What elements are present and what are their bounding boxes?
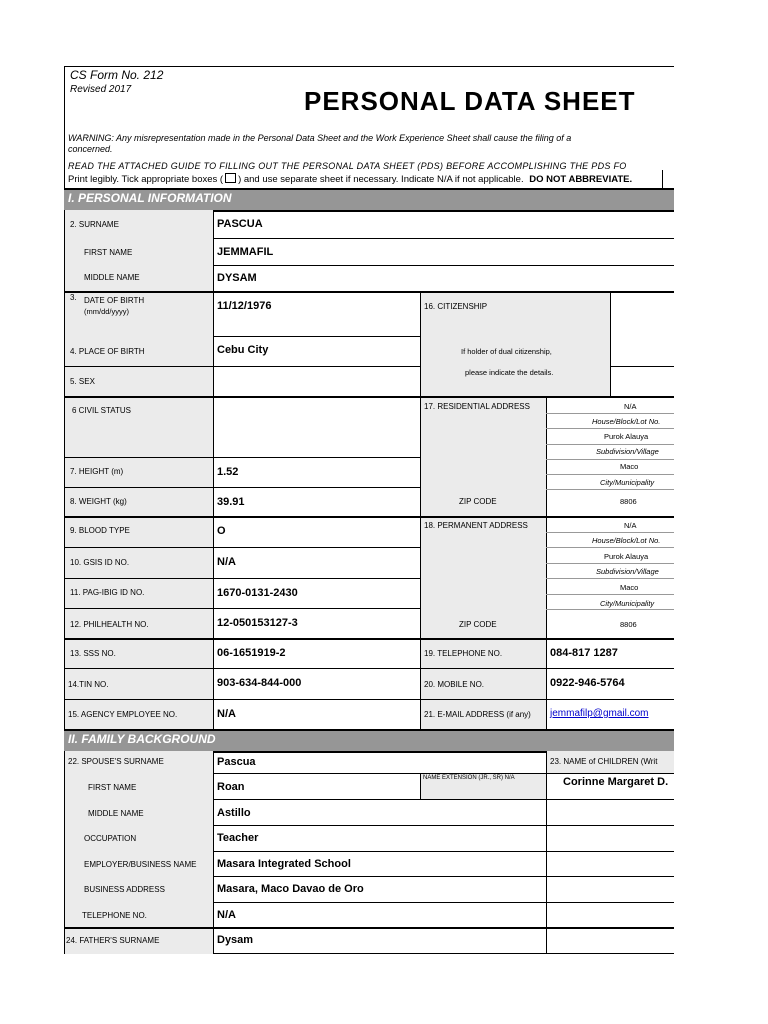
- sss-value[interactable]: 06-1651919-2: [217, 647, 286, 659]
- row-line: [610, 366, 674, 367]
- fam-row-line: [213, 876, 674, 877]
- first-name-label: FIRST NAME: [84, 248, 133, 257]
- surname-value[interactable]: PASCUA: [217, 218, 263, 230]
- addr-line: [546, 489, 674, 490]
- row-line: [64, 516, 674, 518]
- addr-line: [546, 594, 674, 595]
- email-link[interactable]: jemmafilp@gmail.com: [550, 708, 649, 719]
- agency-value[interactable]: N/A: [217, 708, 236, 720]
- fam-col-divider-3: [420, 773, 421, 799]
- permanent-address-label: 18. PERMANENT ADDRESS: [424, 521, 528, 530]
- perm-zip-value[interactable]: 8806: [620, 620, 637, 629]
- section-title-personal: I. PERSONAL INFORMATION: [68, 191, 232, 205]
- no-abbrev: DO NOT ABBREVIATE.: [529, 174, 633, 185]
- occupation-label: OCCUPATION: [84, 834, 137, 843]
- res-city-label: City/Municipality: [600, 478, 655, 487]
- surname-label: 2. SURNAME: [70, 220, 119, 229]
- perm-house-value[interactable]: N/A: [624, 521, 637, 530]
- employer-label: EMPLOYER/BUSINESS NAME: [84, 860, 197, 869]
- addr-line: [546, 474, 674, 475]
- family-label-column-bg: [65, 751, 213, 954]
- dob-number: 3.: [70, 293, 77, 302]
- spouse-first-label: FIRST NAME: [88, 783, 137, 792]
- addr-line: [546, 609, 674, 610]
- top-border: [64, 66, 674, 67]
- pob-label: 4. PLACE OF BIRTH: [70, 347, 145, 356]
- col-divider-2: [420, 292, 421, 730]
- dual-citizen-note: If holder of dual citizenship,: [461, 347, 552, 356]
- occupation-value[interactable]: Teacher: [217, 832, 259, 844]
- row-line: [64, 608, 420, 609]
- blood-type-label: 9. BLOOD TYPE: [70, 526, 130, 535]
- row-line: [213, 336, 420, 337]
- father-surname-label: 24. FATHER'S SURNAME: [66, 936, 160, 945]
- civil-status-label: 6 CIVIL STATUS: [72, 406, 131, 415]
- row-line: [213, 238, 674, 239]
- fam-row-line: [213, 902, 674, 903]
- sex-label: 5. SEX: [70, 377, 95, 386]
- res-house-label: House/Block/Lot No.: [592, 417, 661, 426]
- address-label-bg: [420, 397, 546, 639]
- print-instr-b: ) and use separate sheet if necessary. Indicate N/A if not applicable.: [238, 174, 524, 185]
- checkbox-sample-icon: [225, 173, 236, 183]
- residential-address-label: 17. RESIDENTIAL ADDRESS: [424, 402, 530, 411]
- father-surname-value[interactable]: Dysam: [217, 934, 254, 946]
- fam-row-line: [213, 825, 674, 826]
- row-line: [213, 265, 674, 266]
- spouse-surname-value[interactable]: Pascua: [217, 756, 256, 768]
- res-zip-value[interactable]: 8806: [620, 497, 637, 506]
- read-guide-text: READ THE ATTACHED GUIDE TO FILLING OUT THE PERSONAL DATA SHEET (PDS) BEFORE ACCOMPLISHING THE PDS FO: [68, 161, 627, 171]
- first-name-value[interactable]: JEMMAFIL: [217, 246, 274, 258]
- print-instructions: [68, 173, 632, 185]
- philhealth-label: 12. PHILHEALTH NO.: [70, 620, 149, 629]
- perm-city-value[interactable]: Maco: [620, 583, 639, 592]
- blood-type-value[interactable]: O: [217, 525, 226, 537]
- fam-col-divider-1: [213, 751, 214, 954]
- perm-subdivision-label: Subdivision/Village: [596, 567, 659, 576]
- print-instr-a: Print legibly. Tick appropriate boxes (: [68, 174, 224, 185]
- addr-line: [546, 413, 674, 414]
- employer-value[interactable]: Masara Integrated School: [217, 858, 351, 870]
- spouse-middle-label: MIDDLE NAME: [88, 809, 144, 818]
- row-line: [64, 457, 420, 458]
- warning-text: WARNING: Any misrepresentation made in the Personal Data Sheet and the Work Experience Sheet shall cause the filing of a: [68, 133, 572, 143]
- child-1-name[interactable]: Corinne Margaret D.: [563, 776, 669, 788]
- addr-line: [546, 532, 674, 533]
- row-line: [64, 291, 674, 293]
- perm-subdivision-value[interactable]: Purok Alauya: [604, 552, 649, 561]
- col-divider-4: [610, 292, 611, 396]
- weight-label: 8. WEIGHT (kg): [70, 497, 127, 506]
- page-title: PERSONAL DATA SHEET: [304, 86, 636, 116]
- citizenship-label: 16. CITIZENSHIP: [424, 302, 488, 311]
- res-house-value[interactable]: N/A: [624, 402, 637, 411]
- spouse-telephone-label: TELEPHONE NO.: [82, 911, 147, 920]
- pagibig-label: 11. PAG-IBIG ID NO.: [70, 588, 145, 597]
- row-line: [64, 547, 420, 548]
- pob-value[interactable]: Cebu City: [217, 344, 269, 356]
- res-subdivision-label: Subdivision/Village: [596, 447, 659, 456]
- res-zip-label: ZIP CODE: [459, 497, 497, 506]
- pagibig-value[interactable]: 1670-0131-2430: [217, 587, 298, 599]
- tin-value[interactable]: 903-634-844-000: [217, 677, 302, 689]
- spouse-middle-value[interactable]: Astillo: [217, 807, 251, 819]
- agency-label: 15. AGENCY EMPLOYEE NO.: [68, 710, 178, 719]
- form-number: CS Form No. 212: [70, 68, 164, 82]
- row-line: [64, 578, 420, 579]
- fam-row-line: [213, 953, 674, 954]
- row-line: [64, 487, 420, 488]
- mobile-value[interactable]: 0922-946-5764: [550, 677, 625, 689]
- business-address-label: BUSINESS ADDRESS: [84, 885, 165, 894]
- fam-row-line: [213, 851, 674, 852]
- tin-label: 14.TIN NO.: [68, 680, 109, 689]
- dob-format: (mm/dd/yyyy): [84, 307, 129, 316]
- fam-row-line: [64, 927, 674, 929]
- gsis-value[interactable]: N/A: [217, 556, 236, 568]
- dual-citizen-note-2: please indicate the details.: [465, 368, 554, 377]
- height-label: 7. HEIGHT (m): [70, 467, 124, 476]
- middle-name-label: MIDDLE NAME: [84, 273, 140, 282]
- dob-value[interactable]: 11/12/1976: [217, 300, 272, 312]
- telephone-label: 19. TELEPHONE NO.: [424, 649, 503, 658]
- res-city-value[interactable]: Maco: [620, 462, 639, 471]
- section-title-family: II. FAMILY BACKGROUND: [68, 732, 216, 746]
- fam-row-line: [213, 773, 674, 774]
- gsis-label: 10. GSIS ID NO.: [70, 558, 130, 567]
- children-label: 23. NAME of CHILDREN (Writ: [550, 757, 658, 766]
- res-subdivision-value[interactable]: Purok Alauya: [604, 432, 649, 441]
- sss-label: 13. SSS NO.: [70, 649, 116, 658]
- spouse-telephone-value[interactable]: N/A: [217, 909, 236, 921]
- header-box-edge: [662, 170, 663, 188]
- spouse-first-value[interactable]: Roan: [217, 781, 245, 793]
- addr-line: [546, 578, 674, 579]
- business-address-value[interactable]: Masara, Maco Davao de Oro: [217, 883, 364, 895]
- email-label: 21. E-MAIL ADDRESS (if any): [424, 710, 531, 719]
- mobile-label: 20. MOBILE NO.: [424, 680, 485, 689]
- fam-col-divider-2: [546, 751, 547, 954]
- addr-line: [546, 563, 674, 564]
- name-extension-label: NAME EXTENSION (JR., SR) N/A: [423, 775, 515, 781]
- warning-text-2: concerned.: [68, 144, 113, 154]
- addr-line: [546, 459, 674, 460]
- fam-row-line: [213, 799, 674, 800]
- col-divider-1: [213, 210, 214, 730]
- middle-name-value[interactable]: DYSAM: [217, 272, 257, 284]
- row-line: [64, 638, 674, 640]
- row-line: [64, 366, 420, 367]
- addr-line: [546, 444, 674, 445]
- telephone-value[interactable]: 084-817 1287: [550, 647, 618, 659]
- row-line: [64, 396, 674, 398]
- addr-line: [546, 428, 674, 429]
- height-value[interactable]: 1.52: [217, 466, 239, 478]
- perm-zip-label: ZIP CODE: [459, 620, 497, 629]
- perm-house-label: House/Block/Lot No.: [592, 536, 661, 545]
- philhealth-value[interactable]: 12-050153127-3: [217, 617, 298, 629]
- weight-value[interactable]: 39.91: [217, 496, 245, 508]
- revised-date: Revised 2017: [70, 84, 132, 95]
- perm-city-label: City/Municipality: [600, 599, 655, 608]
- dob-label: DATE OF BIRTH: [84, 296, 145, 305]
- row-line: [64, 699, 674, 700]
- addr-line: [546, 547, 674, 548]
- spouse-surname-label: 22. SPOUSE'S SURNAME: [68, 757, 164, 766]
- row-line: [64, 668, 674, 669]
